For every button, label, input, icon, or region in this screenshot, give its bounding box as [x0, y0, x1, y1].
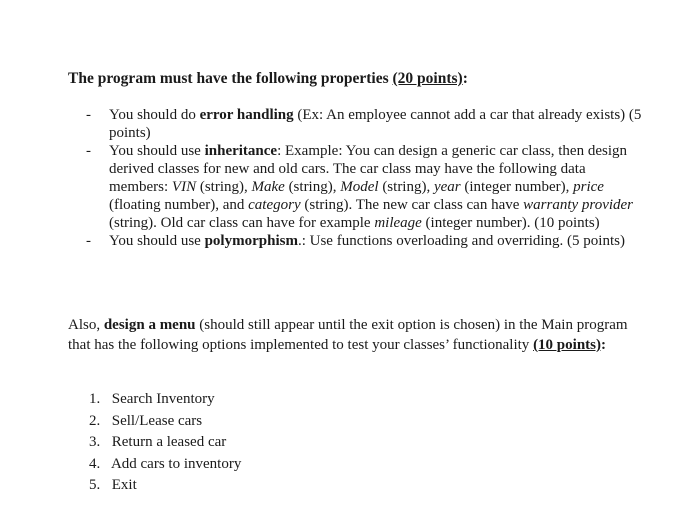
section-heading	[68, 70, 468, 88]
text-run: Model	[340, 179, 379, 195]
text-run: (should still appear until the exit option is chosen) in the Main program that has the following options implemented to test your classes’ functionality	[68, 317, 628, 353]
bullet-dash: -	[86, 143, 91, 159]
text-run: (integer number). (10 points)	[421, 215, 600, 231]
menu-paragraph	[68, 315, 643, 355]
menu-option	[89, 475, 241, 497]
text-run: You should do	[109, 107, 200, 123]
menu-option-label: Sell/Lease cars	[111, 412, 203, 429]
requirement-item	[86, 232, 646, 250]
menu-option	[89, 389, 241, 411]
text-run: polymorphism	[204, 233, 298, 249]
requirements-list	[86, 106, 646, 250]
text-run: (string),	[284, 179, 341, 195]
text-run: warranty provider	[523, 197, 634, 213]
text-run: error handling	[199, 107, 294, 123]
menu-option	[89, 411, 241, 433]
bullet-dash: -	[86, 233, 91, 249]
heading-colon: :	[462, 70, 468, 87]
text-run: price	[573, 179, 604, 195]
text-run: inheritance	[204, 143, 278, 159]
text-run: VIN	[171, 179, 197, 195]
menu-option	[89, 432, 241, 454]
text-run: You should use	[109, 143, 205, 159]
menu-option-label: Return a leased car	[111, 434, 227, 450]
text-run: : Example: You can design a generic car class, then design derived classes for new and old cars. The car class may have the following data members:	[109, 143, 627, 195]
text-run: mileage	[374, 215, 422, 231]
requirement-text	[109, 107, 641, 141]
text-run: .: Use functions overloading and overriding. (5 points)	[297, 233, 625, 249]
heading-points: (20 points)	[392, 70, 463, 87]
text-run: (integer number),	[460, 179, 574, 195]
text-run: (string),	[378, 179, 434, 195]
menu-option-number: 5.	[89, 477, 101, 493]
menu-option-label: Search Inventory	[111, 391, 215, 407]
text-run: (string),	[196, 179, 252, 195]
text-run: category	[248, 197, 301, 213]
requirement-text	[109, 233, 625, 249]
text-run: year	[433, 179, 461, 195]
menu-options-list	[89, 389, 241, 497]
text-run: Make	[251, 179, 285, 195]
bullet-dash: -	[86, 107, 91, 123]
requirement-item	[86, 106, 646, 142]
menu-option-label: Exit	[111, 477, 137, 493]
requirement-text	[109, 143, 633, 231]
menu-option-number: 2.	[89, 412, 101, 429]
heading-text: The program must have the following properties	[68, 70, 393, 87]
text-run: :	[601, 337, 606, 353]
menu-option-label: Add cars to inventory	[110, 455, 242, 472]
text-run: (string). The new car class can have	[300, 197, 524, 213]
menu-option-number: 4.	[89, 455, 101, 472]
text-run: You should use	[109, 233, 205, 249]
text-run: Also,	[68, 317, 104, 333]
menu-option-number: 3.	[89, 434, 101, 450]
text-run: (10 points)	[533, 337, 601, 353]
text-run: design a menu	[103, 317, 196, 333]
menu-option	[89, 454, 241, 476]
menu-option-number: 1.	[89, 391, 101, 407]
text-run: (floating number), and	[109, 197, 249, 213]
text-run: (Ex: An employee cannot add a car that already exists) (5 points)	[109, 107, 642, 141]
text-run: (string). Old car class can have for example	[109, 215, 375, 231]
requirement-item	[86, 142, 646, 232]
